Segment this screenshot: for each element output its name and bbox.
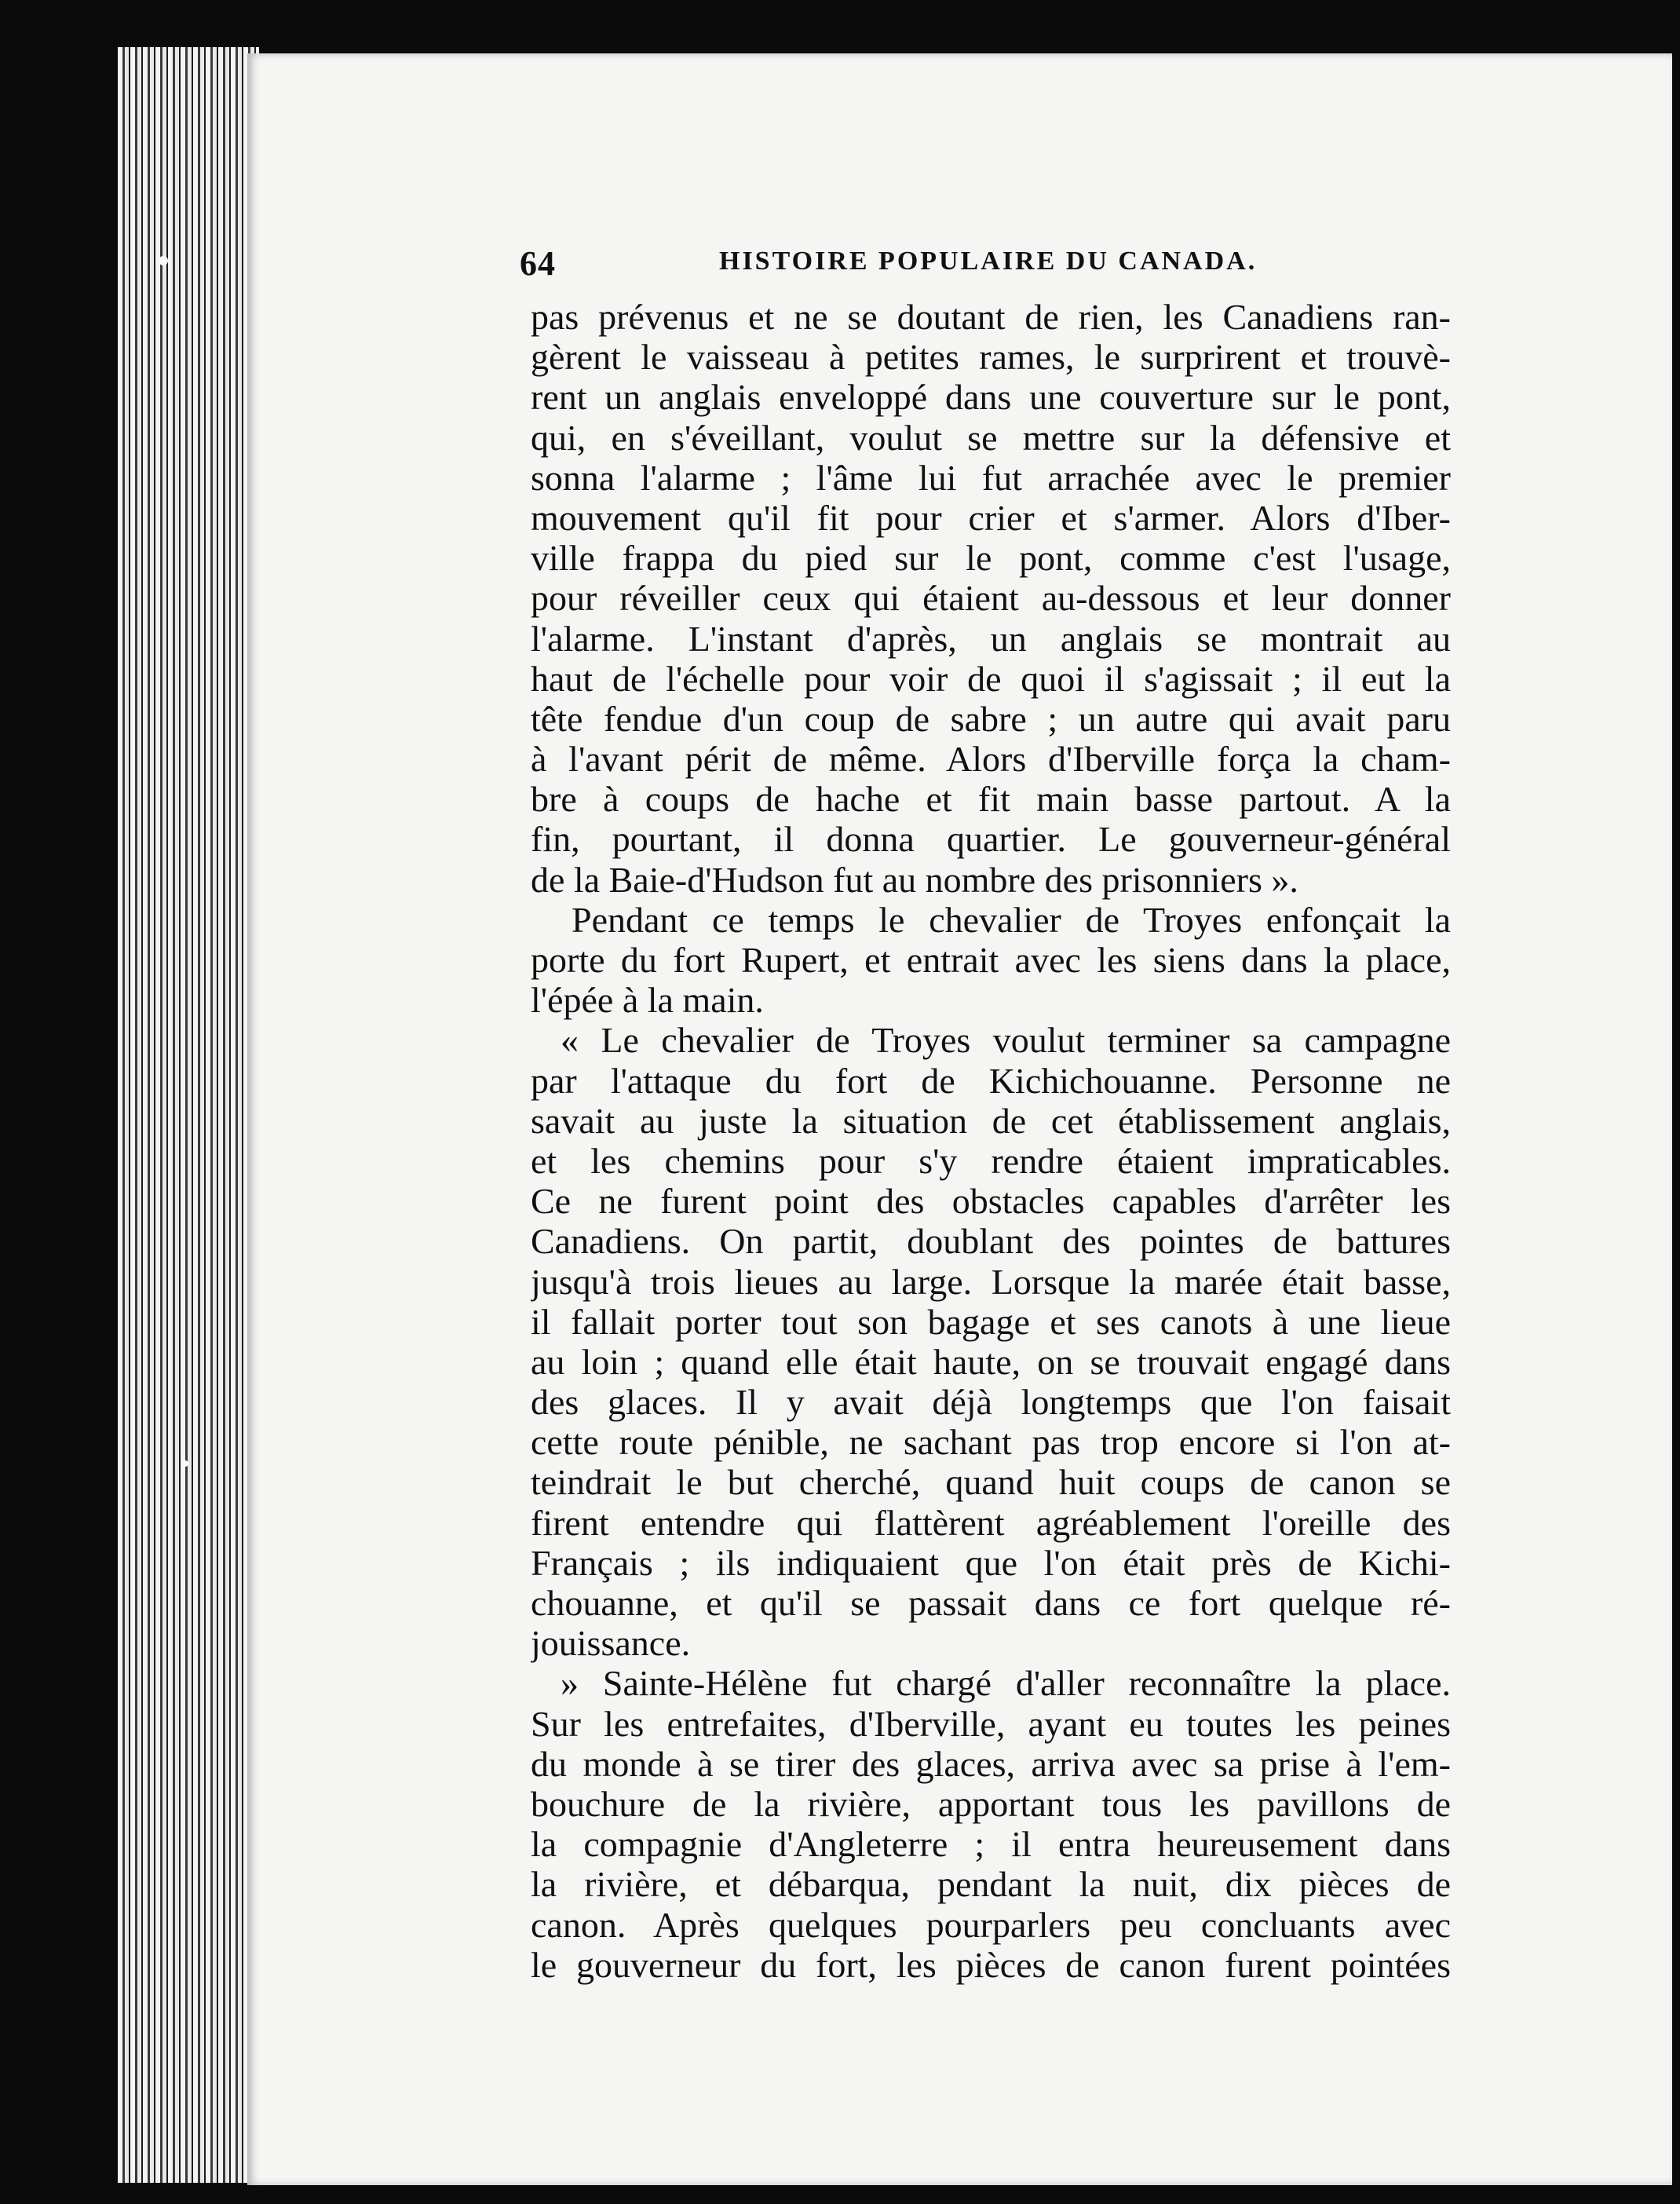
text-line: des glaces. Il y avait déjà longtemps que l'on faisait — [531, 1382, 1451, 1423]
text-line: à l'avant périt de même. Alors d'Iberville força la cham- — [531, 739, 1451, 780]
text-line: qui, en s'éveillant, voulut se mettre sur la défensive et — [531, 417, 1451, 458]
text-line: Canadiens. On partit, doublant des pointes de battures — [531, 1221, 1451, 1262]
text-line: « Le chevalier de Troyes voulut terminer sa campagne — [561, 1020, 1451, 1061]
text-line: au loin ; quand elle était haute, on se trouvait engagé dans — [531, 1341, 1451, 1382]
text-line: Ce ne furent point des obstacles capables d'arrêter les — [531, 1181, 1451, 1222]
text-line: rent un anglais enveloppé dans une couverture sur le pont, — [531, 377, 1451, 418]
text-line: Sur les entrefaites, d'Iberville, ayant eu toutes les peines — [531, 1703, 1451, 1744]
text-line: de la Baie-d'Hudson fut au nombre des prisonniers ». — [531, 859, 1298, 900]
text-line: bre à coups de hache et fit main basse partout. A la — [531, 779, 1451, 820]
text-line: canon. Après quelques pourparlers peu concluants avec — [531, 1904, 1451, 1945]
text-line: il fallait porter tout son bagage et ses canots à une lieue — [531, 1301, 1451, 1342]
text-line: mouvement qu'il fit pour crier et s'armer. Alors d'Iber- — [531, 497, 1451, 538]
text-line: cette route pénible, ne sachant pas trop encore si l'on at- — [531, 1422, 1451, 1463]
text-line: et les chemins pour s'y rendre étaient impraticables. — [531, 1140, 1451, 1181]
page-number: 64 — [520, 244, 556, 283]
page-header — [520, 243, 1462, 291]
text-line: jouissance. — [531, 1623, 691, 1664]
text-line: tête fendue d'un coup de sabre ; un autre qui avait paru — [531, 698, 1451, 739]
text-line: savait au juste la situation de cet établissement anglais, — [531, 1100, 1451, 1141]
text-line: firent entendre qui flattèrent agréablement l'oreille des — [531, 1502, 1451, 1543]
text-line: teindrait le but cherché, quand huit coups de canon se — [531, 1462, 1451, 1503]
text-line: du monde à se tirer des glaces, arriva avec sa prise à l'em- — [531, 1743, 1451, 1784]
text-line: l'alarme. L'instant d'après, un anglais se montrait au — [531, 618, 1451, 659]
text-line: jusqu'à trois lieues au large. Lorsque la marée était basse, — [531, 1261, 1451, 1302]
spine-mark — [159, 256, 168, 265]
text-line: par l'attaque du fort de Kichichouanne. Personne ne — [531, 1060, 1451, 1101]
text-line: fin, pourtant, il donna quartier. Le gouverneur-général — [531, 819, 1451, 860]
text-line: le gouverneur du fort, les pièces de canon furent pointées — [531, 1944, 1451, 1985]
text-line: chouanne, et qu'il se passait dans ce fort quelque ré- — [531, 1583, 1451, 1623]
text-line: l'épée à la main. — [531, 980, 764, 1021]
text-line: » Sainte-Hélène fut chargé d'aller reconnaître la place. — [561, 1663, 1451, 1704]
text-line: Français ; ils indiquaient que l'on était près de Kichi- — [531, 1542, 1451, 1583]
running-title: HISTOIRE POPULAIRE DU CANADA. — [719, 247, 1258, 276]
text-line: la compagnie d'Angleterre ; il entra heureusement dans — [531, 1824, 1451, 1865]
body-text — [531, 297, 1451, 1985]
text-line: Pendant ce temps le chevalier de Troyes enfonçait la — [572, 899, 1451, 940]
spine-mark — [182, 1460, 188, 1467]
text-line: bouchure de la rivière, apportant tous les pavillons de — [531, 1783, 1451, 1824]
text-line: pas prévenus et ne se doutant de rien, les Canadiens ran- — [531, 297, 1451, 337]
book-page-edges — [118, 47, 259, 2183]
text-line: gèrent le vaisseau à petites rames, le surprirent et trouvè- — [531, 337, 1451, 378]
text-line: la rivière, et débarqua, pendant la nuit, dix pièces de — [531, 1864, 1451, 1905]
text-line: haut de l'échelle pour voir de quoi il s'agissait ; il eut la — [531, 658, 1451, 699]
text-line: porte du fort Rupert, et entrait avec les siens dans la place, — [531, 940, 1451, 980]
text-line: ville frappa du pied sur le pont, comme c'est l'usage, — [531, 538, 1451, 579]
text-line: sonna l'alarme ; l'âme lui fut arrachée avec le premier — [531, 457, 1451, 498]
text-line: pour réveiller ceux qui étaient au-dessous et leur donner — [531, 578, 1451, 619]
